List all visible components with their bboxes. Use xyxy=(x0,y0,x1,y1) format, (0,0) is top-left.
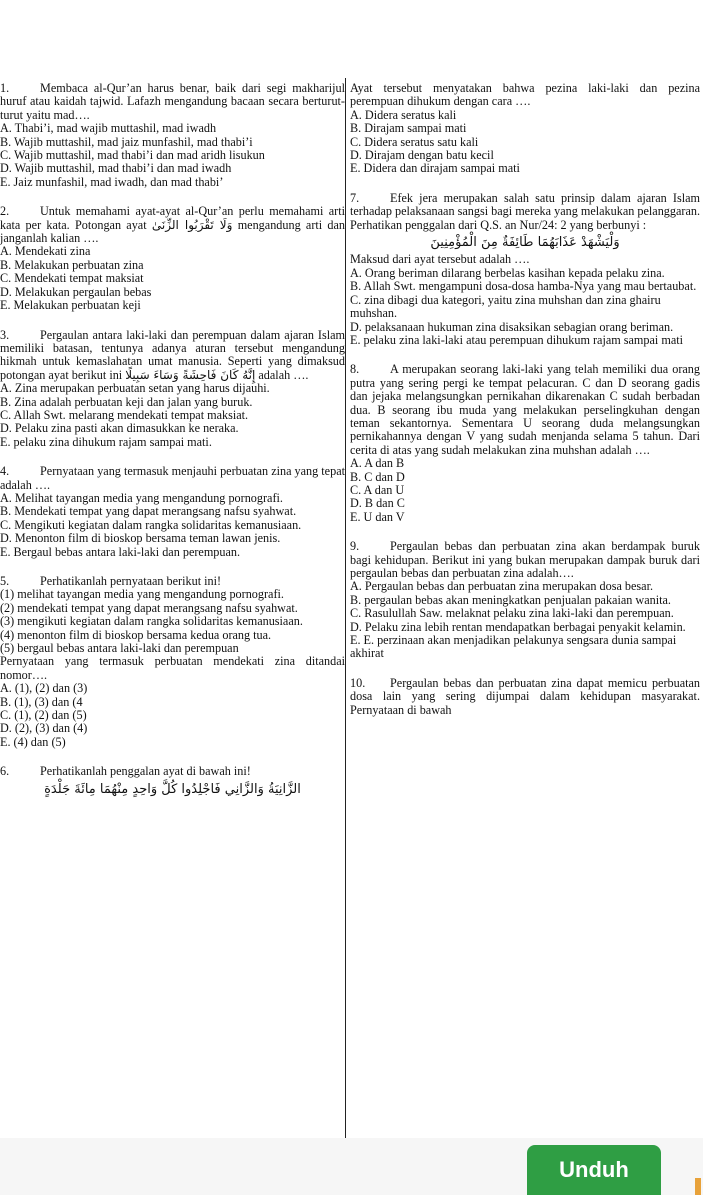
question-7 xyxy=(350,192,700,347)
question-ask: Maksud dari ayat tersebut adalah …. xyxy=(350,252,530,267)
option[interactable]: B. Wajib muttashil, mad jaiz munfashil, mad thabi’i xyxy=(0,134,253,149)
option[interactable]: B. Melakukan perbuatan zina xyxy=(0,257,144,272)
options-list xyxy=(0,682,345,749)
question-stem: Pernyataan yang termasuk menjauhi perbuatan zina yang tepat adalah …. xyxy=(0,464,345,492)
statement: (2) mendekati tempat yang dapat merangsang nafsu syahwat. xyxy=(0,600,298,615)
question-6 xyxy=(0,765,345,796)
option[interactable]: D. Pelaku zina lebih rentan mendapatkan berbagai penyakit kelamin. xyxy=(350,619,686,634)
question-number: 6. xyxy=(0,764,10,779)
question-stem: Efek jera merupakan salah satu prinsip dalam ajaran Islam terhadap pelaksanaan sangsi bagi mereka yang melakukan pelanggaran. Perhatikan penggalan dari Q.S. an Nur/24: 2 yang berbunyi : xyxy=(350,190,700,232)
question-stem: Perhatikanlah penggalan ayat di bawah ini! xyxy=(40,764,251,779)
question-5 xyxy=(0,575,345,749)
option[interactable]: B. Allah Swt. mengampuni dosa-dosa hamba-Nya yang mau bertaubat. xyxy=(350,279,697,294)
options-list xyxy=(350,580,700,660)
option[interactable]: E. E. perzinaan akan menjadikan pelakunya sengsara dunia sampai akhirat xyxy=(350,633,677,661)
arabic-verse: وَلَا تَقْرَبُوا الزِّنَىٰ xyxy=(151,217,233,232)
question-9 xyxy=(350,540,700,661)
right-column xyxy=(350,82,700,733)
question-stem: Pergaulan antara laki-laki dan perempuan dalam ajaran Islam memiliki batasan, tentunya adanya aturan tersebut mengandung hikmah untuk kemaslahatan umat manusia. Seperti yang dimaksud potongan ayat berikut ini xyxy=(0,327,345,382)
option[interactable]: D. Dirajam dengan batu kecil xyxy=(350,148,494,163)
option[interactable]: D. B dan C xyxy=(350,496,405,511)
option[interactable]: E. Melakukan perbuatan keji xyxy=(0,298,141,313)
option[interactable]: A. (1), (2) dan (3) xyxy=(0,681,88,696)
question-number: 7. xyxy=(350,190,360,205)
corner-accent xyxy=(695,1178,701,1195)
option[interactable]: A. Orang beriman dilarang berbelas kasihan kepada pelaku zina. xyxy=(350,265,665,280)
question-number: 1. xyxy=(0,81,10,95)
option[interactable]: C. A dan U xyxy=(350,482,405,497)
question-3 xyxy=(0,329,345,450)
option[interactable]: B. pergaulan bebas akan meningkatkan penjualan pakaian wanita. xyxy=(350,592,671,607)
option[interactable]: D. Melakukan pergaulan bebas xyxy=(0,284,152,299)
option[interactable]: A. Thabi’i, mad wajib muttashil, mad iwadh xyxy=(0,121,217,136)
question-stem: Untuk memahami ayat-ayat al-Qur’an perlu memahami arti kata per kata. Potongan ayat xyxy=(0,204,345,232)
column-divider xyxy=(345,78,346,1138)
option[interactable]: A. Didera seratus kali xyxy=(350,107,457,122)
option[interactable]: C. Mendekati tempat maksiat xyxy=(0,271,144,286)
option[interactable]: C. Didera seratus satu kali xyxy=(350,134,479,149)
question-stem: Pergaulan bebas dan perbuatan zina akan berdampak buruk bagi kehidupan. Berikut ini yang bukan merupakan dampak buruk dari pergaulan bebas dan perbuatan zina adalah…. xyxy=(350,539,700,580)
question-number: 5. xyxy=(0,574,10,588)
options-list xyxy=(350,267,700,347)
option[interactable]: A. Pergaulan bebas dan perbuatan zina merupakan dosa besar. xyxy=(350,579,653,594)
option[interactable]: C. Wajib muttashil, mad thabi’i dan mad aridh lisukun xyxy=(0,148,265,163)
question-number: 3. xyxy=(0,327,10,342)
option[interactable]: D. (2), (3) dan (4) xyxy=(0,721,88,736)
option[interactable]: B. Mendekati tempat yang dapat merangsang nafsu syahwat. xyxy=(0,504,297,519)
download-button[interactable]: Unduh xyxy=(527,1145,661,1195)
option[interactable]: C. zina dibagi dua kategori, yaitu zina muhshan dan zina ghairu muhshan. xyxy=(350,292,661,321)
option[interactable]: B. Dirajam sampai mati xyxy=(350,121,467,136)
question-stem: Ayat tersebut menyatakan bahwa pezina laki-laki dan pezina perempuan dihukum dengan cara …. xyxy=(350,81,700,109)
statement: (5) bergaul bebas antara laki-laki dan perempuan xyxy=(0,641,239,656)
option[interactable]: B. C dan D xyxy=(350,469,405,484)
question-stem: Pergaulan bebas dan perbuatan zina dapat memicu perbuatan dosa lain yang sering dijumpai dalam kehidupan masyarakat. Pernyataan di bawah xyxy=(350,675,700,717)
option[interactable]: E. (4) dan (5) xyxy=(0,734,66,749)
option[interactable]: D. Menonton film di bioskop bersama teman lawan jenis. xyxy=(0,531,281,546)
option[interactable]: E. U dan V xyxy=(350,509,405,524)
option[interactable]: E. Jaiz munfashil, mad iwadh, dan mad thabi’ xyxy=(0,174,224,189)
option[interactable]: B. Zina adalah perbuatan keji dan jalan yang buruk. xyxy=(0,394,253,409)
arabic-verse: وَلْيَشْهَدْ عَذَابَهُمَا طَائِفَةٌ مِنَ الْمُؤْمِنِينَ xyxy=(430,235,620,251)
statement: (3) mengikuti kegiatan dalam rangka solidaritas kemanusiaan. xyxy=(0,614,303,629)
question-stem-cont: mengandung arti dan janganlah kalian …. xyxy=(0,217,346,246)
option[interactable]: E. pelaku zina dihukum rajam sampai mati. xyxy=(0,434,212,449)
option[interactable]: D. pelaksanaan hukuman zina disaksikan sebagian orang beriman. xyxy=(350,319,674,334)
options-list xyxy=(350,457,700,524)
question-4 xyxy=(0,465,345,559)
options-list xyxy=(0,492,345,559)
question-1 xyxy=(0,82,345,189)
left-column xyxy=(0,82,345,812)
question-6-continued xyxy=(350,82,700,176)
question-8 xyxy=(350,363,700,524)
option[interactable]: A. Melihat tayangan media yang mengandung pornografi. xyxy=(0,490,283,505)
option[interactable]: A. Zina merupakan perbuatan setan yang harus dijauhi. xyxy=(0,381,270,396)
arabic-verse: إِنَّهُ كَانَ فَاحِشَةً وَسَاءَ سَبِيلًا xyxy=(125,367,256,382)
options-list xyxy=(0,122,345,189)
question-number: 9. xyxy=(350,539,360,554)
question-ask: Pernyataan yang termasuk perbuatan mendekati zina ditandai nomor…. xyxy=(0,654,345,682)
option[interactable]: A. A dan B xyxy=(350,456,405,471)
question-number: 4. xyxy=(0,464,10,479)
question-stem-cont: adalah …. xyxy=(258,367,309,382)
options-list xyxy=(350,109,700,176)
option[interactable]: D. Pelaku zina pasti akan dimasukkan ke neraka. xyxy=(0,421,239,436)
options-list xyxy=(0,245,345,312)
arabic-verse: الزَّانِيَةُ وَالزَّانِي فَاجْلِدُوا كُلَّ وَاحِدٍ مِنْهُمَا مِائَةَ جَلْدَةٍ xyxy=(44,781,301,797)
option[interactable]: E. pelaku zina laki-laki atau perempuan dihukum rajam sampai mati xyxy=(350,332,684,347)
statement: (1) melihat tayangan media yang mengandung pornografi. xyxy=(0,587,284,602)
question-stem: Perhatikanlah pernyataan berikut ini! xyxy=(40,574,222,588)
question-stem: A merupakan seorang laki-laki yang telah memiliki dua orang putra yang sering pergi ke tempat pelacuran. C dan D seorang gadis dan jejaka melangsungkan pernikahan dikarenakan C sudah berbadan dua. B seorang ibu muda yang melakukan perselingkuhan dengan teman sekantornya. Sementara U seorang duda melangsungkan pernikahannya dengan V yang sudah menjanda selama 5 tahun. Dari cerita di atas yang sudah melakukan zina muhshan adalah …. xyxy=(350,362,700,457)
option[interactable]: C. (1), (2) dan (5) xyxy=(0,708,87,723)
option[interactable]: E. Didera dan dirajam sampai mati xyxy=(350,161,520,176)
question-number: 2. xyxy=(0,204,10,219)
question-number: 10. xyxy=(350,675,366,690)
option[interactable]: D. Wajib muttashil, mad thabi’i dan mad iwadh xyxy=(0,161,232,176)
statement: (4) menonton film di bioskop bersama kedua orang tua. xyxy=(0,627,272,642)
options-list xyxy=(0,382,345,449)
option[interactable]: C. Rasulullah Saw. melaknat pelaku zina laki-laki dan perempuan. xyxy=(350,606,674,621)
question-stem: Membaca al-Qur’an harus benar, baik dari segi makharijul huruf atau kaidah tajwid. Lafazh mengandung bacaan secara berturut-turut yaitu mad…. xyxy=(0,81,345,122)
option[interactable]: E. Bergaul bebas antara laki-laki dan perempuan. xyxy=(0,544,241,559)
option[interactable]: C. Mengikuti kegiatan dalam rangka solidaritas kemanusiaan. xyxy=(0,517,302,532)
question-10 xyxy=(350,677,700,717)
question-2 xyxy=(0,205,345,312)
option[interactable]: A. Mendekati zina xyxy=(0,244,91,259)
option[interactable]: B. (1), (3) dan (4 xyxy=(0,694,83,709)
question-number: 8. xyxy=(350,362,360,377)
option[interactable]: C. Allah Swt. melarang mendekati tempat maksiat. xyxy=(0,407,249,422)
